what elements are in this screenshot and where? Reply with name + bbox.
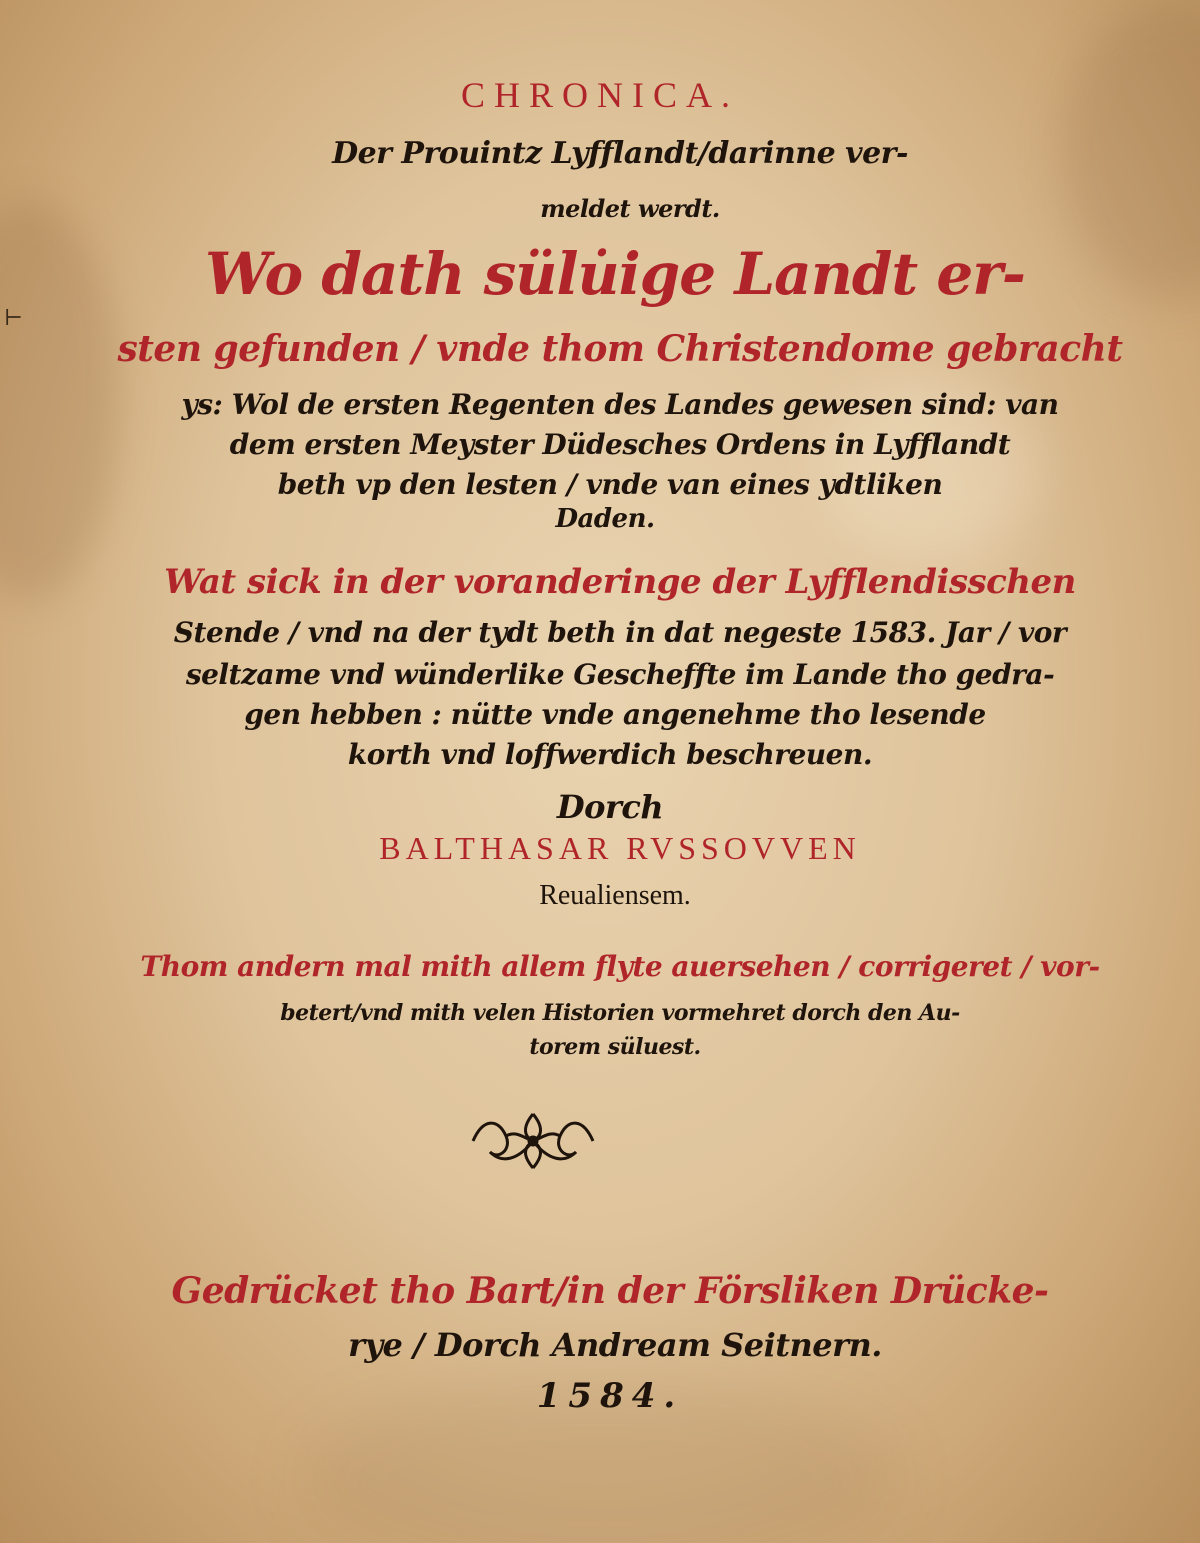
red-title-line: Wo dath sülu̇ige Landt er- (205, 240, 1025, 308)
heading-chronica: CHRONICA. (460, 75, 739, 115)
author-origin: Reualiensem. (539, 880, 691, 911)
body-line: korth vnd loffwerdich beschreuen. (347, 738, 873, 771)
edition-line (20, 950, 1200, 983)
body-line: Daden. (555, 504, 655, 534)
publication-year: 1584. (536, 1376, 684, 1416)
by-label: Dorch (556, 788, 664, 826)
printer-ornament-icon (468, 1108, 598, 1174)
red-title-line: sten gefunden / vnde thom Christendome gebracht (117, 328, 1123, 370)
body-line: Stende / vnd na der tydt beth in dat negeste 1583. Jar / vor (173, 616, 1067, 649)
imprint-line: rye / Dorch Andream Seitnern. (348, 1326, 882, 1364)
body-line: seltzame vnd wünderlike Gescheffte im Lande tho gedra- (185, 658, 1055, 691)
edition-line: betert/vnd mith velen Historien vormehret dorch den Au- (280, 1000, 960, 1026)
edition-line: torem süluest. (529, 1034, 701, 1060)
body-line: gen hebben : nütte vnde angenehme tho lesende (244, 698, 986, 731)
red-title-line: Wat sick in der voranderinge der Lyfflendisschen (164, 562, 1076, 602)
margin-mark: ⊢ (4, 306, 23, 331)
edition-red-initial: Thom (140, 950, 228, 983)
author-name: BALTHASAR RVSSOVVEN (379, 830, 861, 866)
subtitle-line: Der Prouintz Lyfflandt/darinne ver- (332, 136, 908, 171)
edition-line-text: andern mal mith allem flyte auersehen / corrigeret / vor- (237, 950, 1100, 983)
imprint-line: Gedrücket tho Bart/in der Försliken Drücke- (171, 1270, 1049, 1312)
body-line: ys: Wol de ersten Regenten des Landes gewesen sind: van (181, 388, 1059, 421)
body-line: dem ersten Meyster Düdesches Ordens in Lyfflandt (229, 428, 1011, 461)
body-line: beth vp den lesten / vnde van eines ydtliken (277, 468, 943, 501)
subtitle-line: meldet werdt. (540, 194, 720, 223)
